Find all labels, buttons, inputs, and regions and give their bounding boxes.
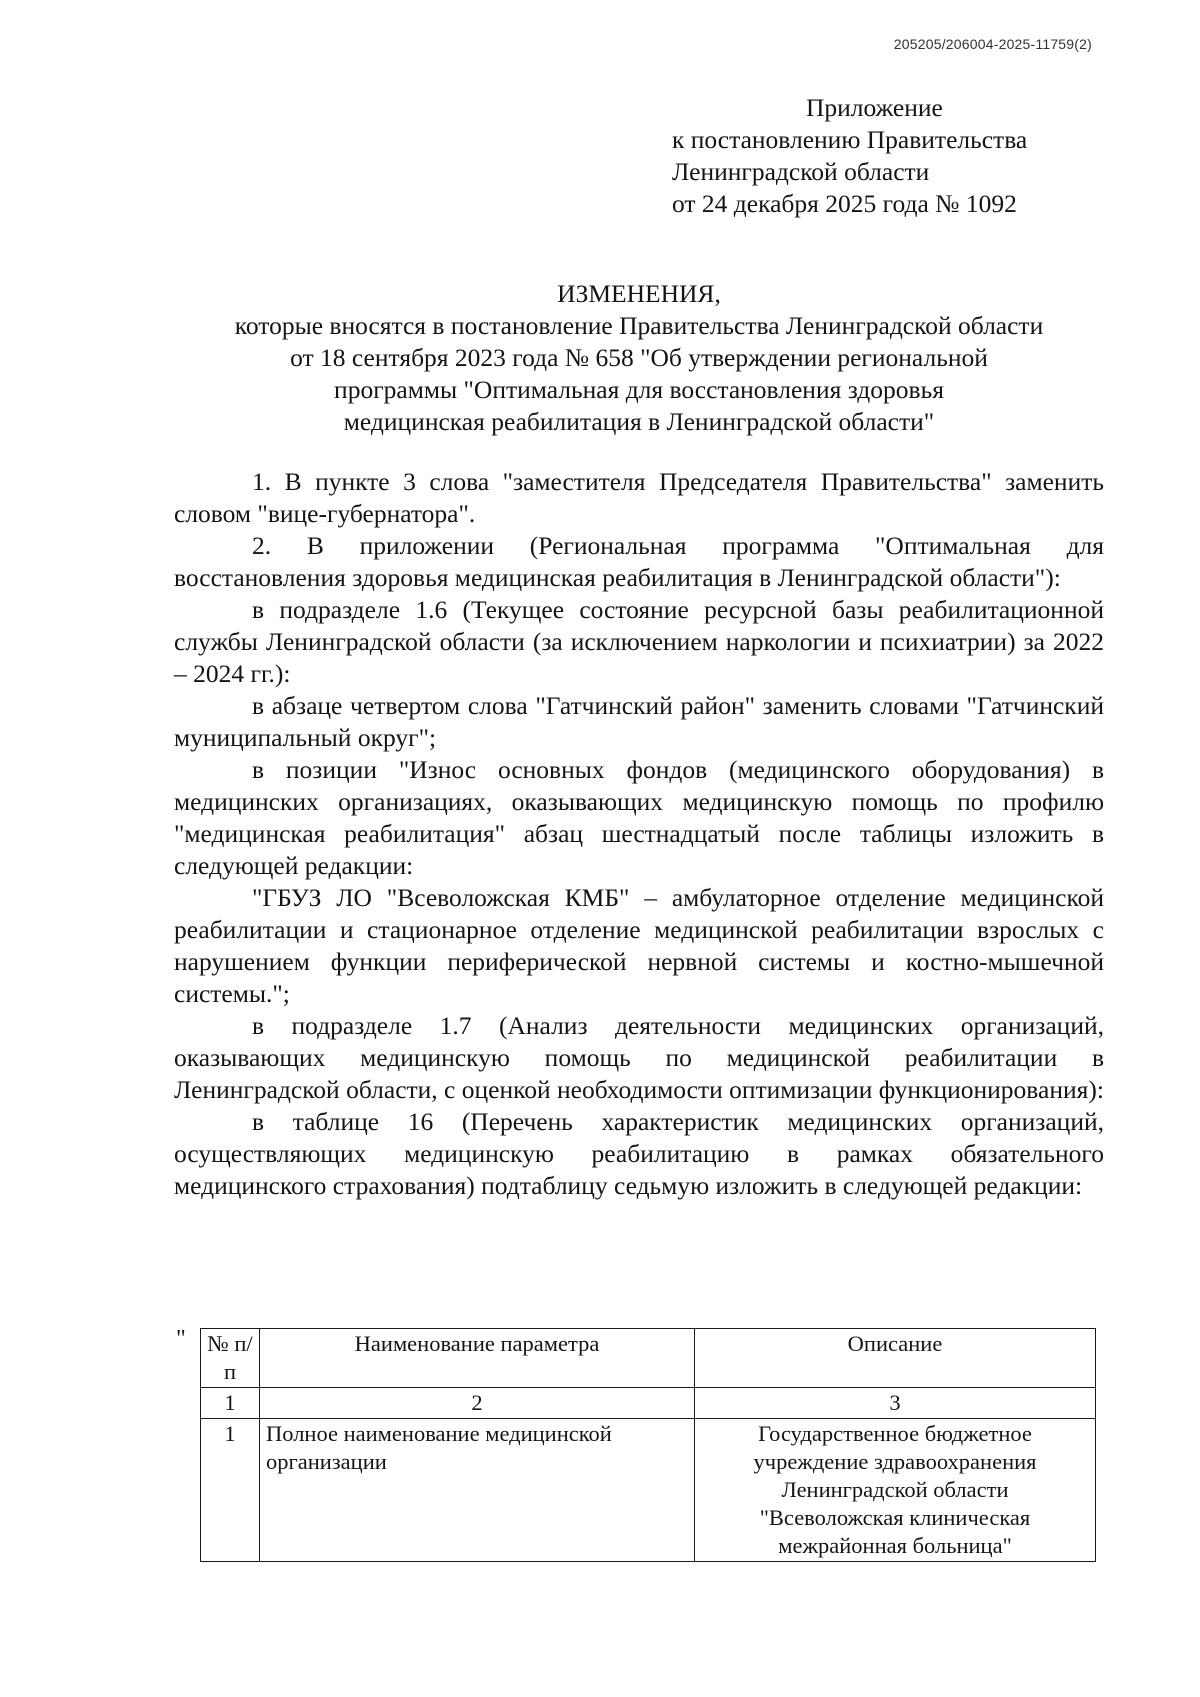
- table-opening-quote: ": [176, 1326, 186, 1352]
- table-index-row: [201, 1388, 1096, 1419]
- row-description: Государственное бюджетное учреждение здравоохранения Ленинградской области "Всеволожская клиническая межрайонная больница": [695, 1419, 1096, 1562]
- appendix-header: [672, 92, 1027, 220]
- document-registration-number: 205205/206004-2025-11759(2): [893, 36, 1092, 52]
- row-parameter-name: Полное наименование медицинской организации: [260, 1419, 695, 1562]
- paragraph-2: 2. В приложении (Региональная программа "Оптимальная для восстановления здоровья медицинская реабилитация в Ленинградской области"):: [174, 531, 1104, 592]
- parameters-table: [200, 1328, 1096, 1562]
- table-header-row: [201, 1329, 1096, 1388]
- paragraph-7: в подразделе 1.7 (Анализ деятельности медицинских организаций, оказывающих медицинскую помощь по медицинской реабилитации в Ленинградской области, с оценкой необходимости оптимизации функционирования):: [174, 1011, 1104, 1104]
- appendix-title: Приложение: [806, 93, 943, 122]
- appendix-line-region: Ленинградской области: [672, 157, 930, 186]
- paragraph-4: в абзаце четвертом слова "Гатчинский район" заменить словами "Гатчинский муниципальный округ";: [174, 691, 1104, 752]
- index-col-2: 2: [260, 1388, 695, 1419]
- title-line-4: медицинская реабилитация в Ленинградской области": [343, 407, 935, 436]
- title-line-1: которые вносятся в постановление Правительства Ленинградской области: [234, 311, 1044, 340]
- title-line-3: программы "Оптимальная для восстановления здоровья: [334, 375, 944, 404]
- document-title: [174, 278, 1104, 438]
- title-line-2: от 18 сентября 2023 года № 658 "Об утверждении региональной: [290, 343, 988, 372]
- index-col-3: 3: [695, 1388, 1096, 1419]
- header-description: Описание: [695, 1329, 1096, 1388]
- row-number: 1: [201, 1419, 260, 1562]
- paragraph-6: "ГБУЗ ЛО "Всеволожская КМБ" – амбулаторное отделение медицинской реабилитации и стационарное отделение медицинской реабилитации взрослых с нарушением функции периферической нервной системы и костно-мышечной системы.";: [174, 883, 1104, 1008]
- table-row: [201, 1419, 1096, 1562]
- paragraph-8: в таблице 16 (Перечень характеристик медицинских организаций, осуществляющих медицинскую реабилитацию в рамках обязательного медицинского страхования) подтаблицу седьмую изложить в следующей редакции:: [174, 1107, 1104, 1200]
- appendix-line-resolution: к постановлению Правительства: [672, 125, 1028, 154]
- paragraph-3: в подразделе 1.6 (Текущее состояние ресурсной базы реабилитационной службы Ленинградской области (за исключением наркологии и психиатрии) за 2022 – 2024 гг.):: [174, 595, 1104, 688]
- paragraph-5: в позиции "Износ основных фондов (медицинского оборудования) в медицинских организациях, оказывающих медицинскую помощь по профилю "медицинская реабилитация" абзац шестнадцатый после таблицы изложить в следующей редакции:: [174, 755, 1104, 880]
- document-body: [174, 466, 1104, 1202]
- index-col-1: 1: [201, 1388, 260, 1419]
- title-heading: ИЗМЕНЕНИЯ,: [557, 279, 721, 308]
- header-number: № п/п: [201, 1329, 260, 1388]
- paragraph-1: 1. В пункте 3 слова "заместителя Председателя Правительства" заменить словом "вице-губернатора".: [174, 467, 1104, 528]
- appendix-line-date: от 24 декабря 2025 года № 1092: [672, 189, 1017, 218]
- header-parameter-name: Наименование параметра: [260, 1329, 695, 1388]
